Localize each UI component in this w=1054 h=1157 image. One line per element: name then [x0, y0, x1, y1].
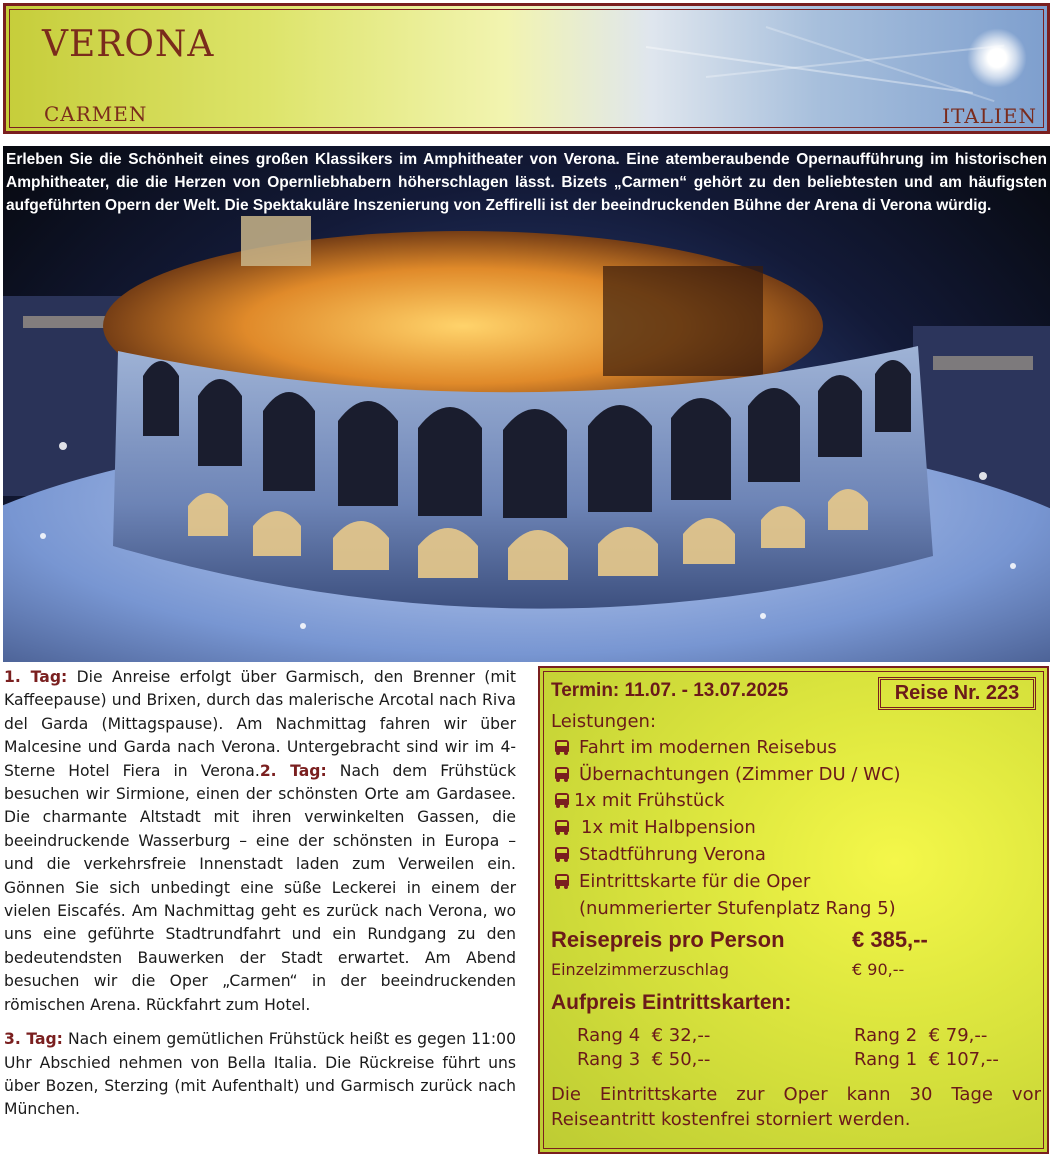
- service-item: [554, 871, 810, 892]
- itinerary-day3: [4, 1028, 516, 1122]
- itinerary-day1-2: [4, 666, 516, 1017]
- bus-icon: [554, 847, 570, 862]
- service-note: (nummerierter Stufenplatz Rang 5): [579, 898, 896, 919]
- service-label: Übernachtungen (Zimmer DU / WC): [579, 764, 901, 785]
- single-room-value: € 90,--: [852, 960, 905, 979]
- bus-icon: [554, 820, 570, 835]
- bus-icon: [554, 793, 570, 808]
- rank-price: Rang 4 € 32,--: [577, 1025, 711, 1046]
- service-item: [554, 790, 725, 811]
- service-label: Stadtführung Verona: [579, 844, 766, 865]
- trip-dates: Termin: 11.07. - 13.07.2025: [551, 680, 789, 701]
- price-label: Reisepreis pro Person: [551, 927, 785, 952]
- header-banner: [3, 3, 1050, 134]
- arena-illustration: [3, 146, 1050, 662]
- intro-text: Erleben Sie die Schönheit eines großen Klassikers im Amphitheater von Verona. Eine atemberaubende Opernaufführung im historischen Amphitheater, die die Herzen von Opernliebhabern höherschlagen lässt. Bizets „Carmen“ gehört zu den beliebtesten und am häufigsten aufgeführten Opern der Welt. Die Spektakuläre Inszenierung von Zeffirelli ist der beeindruckenden Bühne der Arena di Verona würdig.: [6, 151, 1047, 214]
- service-label: Fahrt im modernen Reisebus: [579, 737, 837, 758]
- cancellation-note: Die Eintrittskarte zur Oper kann 30 Tage vor Reiseantritt kostenfrei storniert werden.: [551, 1084, 1041, 1130]
- service-item: [554, 764, 901, 785]
- day1-text: Die Anreise erfolgt über Garmisch, den Brenner (mit Kaffeepause) und Brixen, durch das malerische Arcotal nach Riva del Garda (Mittagspause). Am Nachmittag fahren wir über Malcesine und Garda nach Verona. Untergebracht sind wir im 4-Sterne Hotel Fiera in Verona.: [4, 668, 516, 780]
- itinerary: [4, 666, 516, 1133]
- rank-price: Rang 1 € 107,--: [854, 1049, 999, 1070]
- price-value: € 385,--: [852, 927, 928, 952]
- page-title: VERONA: [42, 24, 215, 65]
- rank-price: Rang 3 € 50,--: [577, 1049, 711, 1070]
- service-item: [554, 737, 837, 758]
- day1-label: 1. Tag:: [4, 668, 68, 686]
- bus-icon: [554, 767, 570, 782]
- bus-icon: [554, 874, 570, 889]
- service-item: [554, 844, 766, 865]
- bus-icon: [554, 740, 570, 755]
- day3-label: 3. Tag:: [4, 1030, 63, 1049]
- trip-info-box: [538, 666, 1049, 1154]
- service-item: [554, 817, 756, 838]
- service-label: Eintrittskarte für die Oper: [579, 871, 811, 892]
- service-label: 1x mit Frühstück: [574, 790, 725, 811]
- country-label: ITALIEN: [942, 104, 1037, 128]
- arena-photo: [3, 146, 1050, 662]
- sun-icon: [967, 28, 1027, 88]
- single-room-label: Einzelzimmerzuschlag: [551, 960, 730, 979]
- rank-price: Rang 2 € 79,--: [854, 1025, 988, 1046]
- services-label: Leistungen:: [551, 711, 657, 732]
- day2-label: 2. Tag:: [259, 761, 327, 780]
- trip-number-badge: Reise Nr. 223: [878, 677, 1036, 710]
- service-label: 1x mit Halbpension: [581, 817, 756, 838]
- ticket-surcharge-label: Aufpreis Eintrittskarten:: [551, 991, 792, 1014]
- page-subtitle: CARMEN: [44, 102, 148, 126]
- day3-text: Nach einem gemütlichen Frühstück heißt es gegen 11:00 Uhr Abschied nehmen von Bella Italia. Die Rückreise führt uns über Bozen, Sterzing (mit Aufenthalt) und Garmisch zurück nach München.: [4, 1030, 517, 1119]
- day2-text: Nach dem Frühstück besuchen wir Sirmione, einen der schönsten Orte am Gardasee. Die charmante Altstadt mit ihren verwinkelten Gassen, die beeindruckende Wasserburg – eine der schönsten in Europa – und die verkehrsfreie Innenstadt laden zum Verweilen ein. Gönnen Sie sich unbedingt eine süße Leckerei in einem der vielen Eiscafés. Am Nachmittag geht es zurück nach Verona, wo uns eine geführte Stadtrundfahrt und ein Rundgang zu den bedeutendsten Bauwerken der Stadt erwartet. Am Abend besuchen wir die Oper „Carmen“ in der beeindruckenden römischen Arena. Rückfahrt zum Hotel.: [4, 761, 517, 1014]
